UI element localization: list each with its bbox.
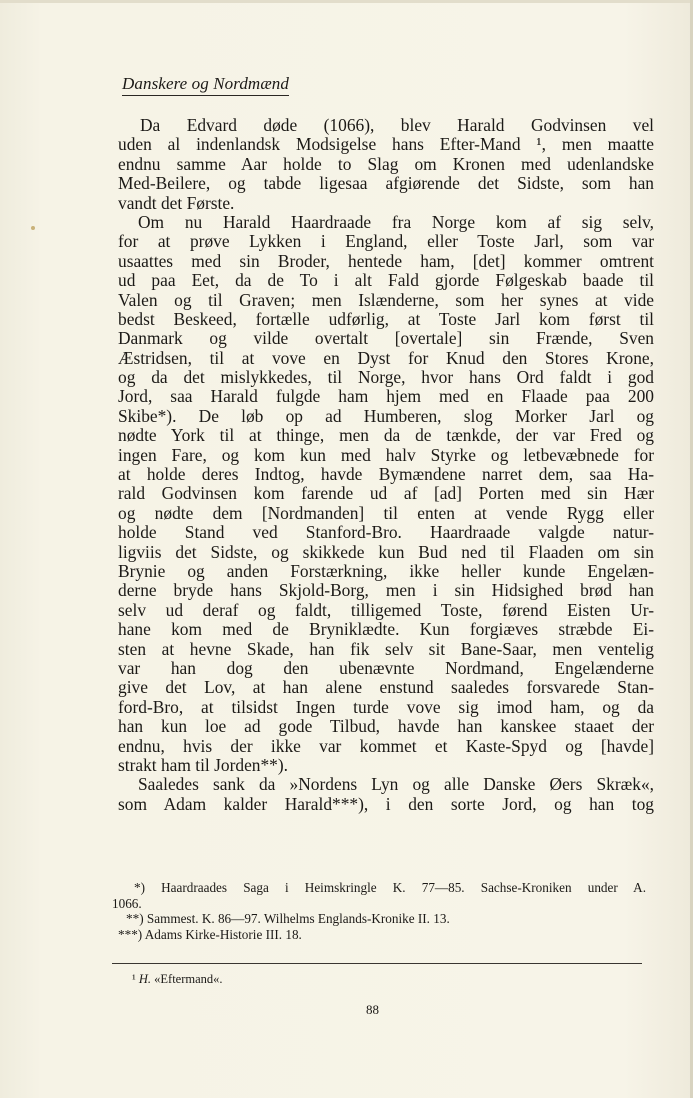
text-line: Da Edvard døde (1066), blev Harald Godvinsen vel [140,115,654,135]
editorial-note-abbr: H. [138,972,152,986]
text-line: Skibe*). De løb op ad Humberen, slog Morker Jarl og [118,405,654,426]
body-text [118,116,654,814]
text-line: som Adam kalder Harald***), i den sorte Jord, og han tog [118,793,654,814]
text-line: at holde deres Indtog, havde Bymændene narret dem, saa Ha- [118,464,654,485]
footnotes [112,880,646,942]
text-line: endnu samme Aar holde to Slag om Kronen med udenlandske [118,153,654,174]
editorial-note-text: «Eftermand«. [154,972,223,986]
footnote: **) Sammest. K. 86—97. Wilhelms Englands-Kronike II. 13. [126,911,450,927]
editorial-note [132,972,223,987]
editorial-note-marker: ¹ [132,972,136,986]
page-number: 88 [366,1002,379,1017]
footnote-divider [112,963,642,964]
text-line: nødte York til at thinge, men da de tænkde, der var Fred og [118,425,654,446]
running-title: Danskere og Nordmænd [122,74,289,96]
text-line: sten at hevne Skade, han fik selv sit Bane-Saar, men ventelig [118,638,654,659]
footnote: *) Haardraades Saga i Heimskringle K. 77—85. Sachse-Kroniken under A. [134,880,646,895]
text-line: ingen Fare, og kom kun med halv Styrke og letbevæbnede for [118,444,654,465]
text-line: ud paa Eet, da de To i alt Fald gjorde Følgeskab baade til [118,270,654,291]
text-line: Om nu Harald Haardraade fra Norge kom af sig selv, [138,211,654,232]
text-line: for at prøve Lykken i England, eller Toste Jarl, som var [118,231,654,252]
text-line: ford-Bro, at tilsidst Ingen turde vove sig imod ham, og da [118,696,654,717]
text-line: rald Godvinsen kom farende ud af [ad] Porten med sin Hær [118,483,654,504]
text-line: og da det mislykkedes, til Norge, hvor hans Ord faldt i god [118,367,654,388]
text-line: selv ud deraf og faldt, tilligemed Toste, førend Eisten Ur- [118,599,654,620]
text-line: han kun loe ad gode Tilbud, havde han kanskee staaet der [118,716,654,737]
paper-speck [31,226,35,230]
text-line: bedst Beskeed, fortælle udførlig, at Toste Jarl kom først til [118,308,654,329]
footnote-continuation: 1066. [112,895,142,911]
text-line: give det Lov, at han alene enstund saaledes forsvarede Stan- [118,677,654,698]
text-line: ligviis det Sidste, og skikkede kun Bud ned til Flaaden om sin [118,541,654,562]
text-line: derne bryde hans Skjold-Borg, men i sin Hidsighed brød han [118,580,654,601]
text-line: strakt ham til Jorden**). [118,754,289,775]
text-line: Saaledes sank da »Nordens Lyn og alle Danske Øers Skræk«, [138,774,654,795]
text-line: Valen og til Graven; men Islænderne, som her synes at vide [118,289,654,310]
text-line: Æstridsen, til at vove en Dyst for Knud den Stores Krone, [118,347,654,368]
text-line: Brynie og anden Forstærkning, ikke heller kunde Engelæn- [118,560,654,581]
text-line: var han dog den ubenævnte Nordmand, Engelænderne [118,657,654,678]
text-line: Danmark og vilde overtalt [overtale] sin Frænde, Sven [118,328,654,349]
text-line: Jord, saa Harald fulgde ham hjem med en Flaade paa 200 [118,386,654,407]
text-line: hane kom med de Bryniklædte. Kun forgiæves stræbde Ei- [118,619,654,640]
text-line: vandt det Første. [118,192,235,213]
text-line: og nødte dem [Nordmanden] til enten at vende Rygg eller [118,502,654,523]
text-line: Med-Beilere, og tabde ligesaa afgiørende det Sidste, som han [118,173,654,194]
footnote: ***) Adams Kirke-Historie III. 18. [118,926,302,942]
text-line: uden al indenlandsk Modsigelse hans Efter-Mand ¹, men maatte [118,134,654,155]
text-line: endnu, hvis der ikke var kommet et Kaste-Spyd og [havde] [118,735,654,756]
text-line: holde Stand ved Stanford-Bro. Haardraade valgde natur- [118,522,654,543]
text-line: usaattes med sin Broder, hentede ham, [det] kommer omtrent [118,250,654,271]
